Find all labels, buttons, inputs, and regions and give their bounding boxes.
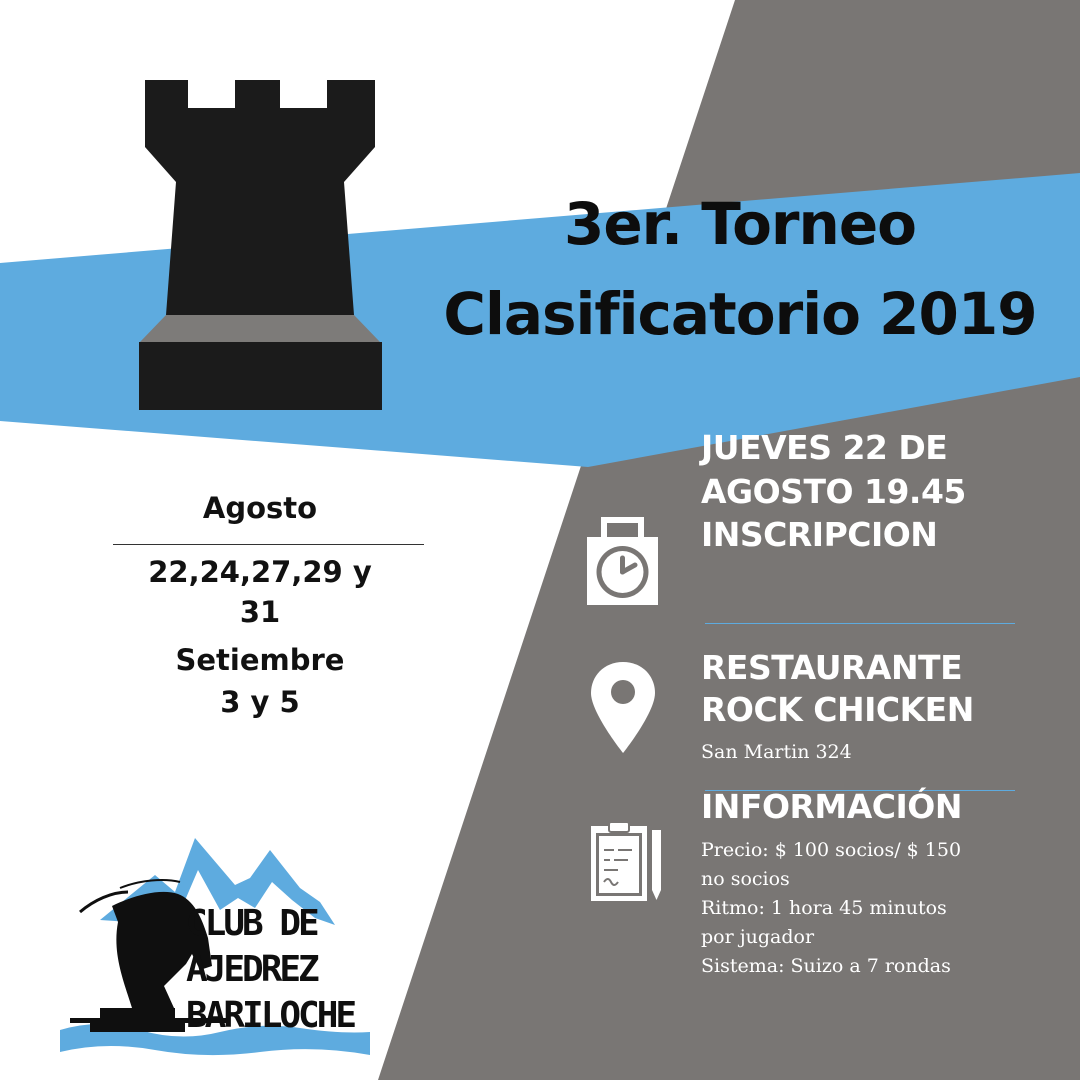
- venue-name-line-2: ROCK CHICKEN: [701, 690, 974, 729]
- clipboard-icon: [588, 820, 668, 905]
- dates-agosto-days-line-1: 22,24,27,29 y: [148, 555, 372, 589]
- event-date-line-1: JUEVES 22 DE: [701, 428, 948, 467]
- separator-line-1: [705, 623, 1015, 624]
- title-line-1: 3er. Torneo: [563, 190, 917, 258]
- dates-setiembre-label: Setiembre: [175, 643, 345, 677]
- venue-address: San Martin 324: [701, 741, 852, 763]
- venue-name-line-1: RESTAURANTE: [701, 648, 963, 687]
- title-line-2: Clasificatorio 2019: [443, 280, 1037, 348]
- dates-agosto-days-line-2: 31: [239, 595, 281, 629]
- club-name-line-3: BARILOCHE: [186, 995, 355, 1036]
- dates-divider: [113, 544, 424, 545]
- stopwatch-icon: [585, 515, 660, 607]
- info-rhythm-line-1: Ritmo: 1 hora 45 minutos: [701, 897, 947, 919]
- dates-agosto-days: [110, 552, 410, 632]
- event-registration-label: INSCRIPCION: [701, 515, 938, 554]
- club-name-line-2: AJEDREZ: [186, 949, 317, 990]
- info-system-line: Sistema: Suizo a 7 rondas: [701, 955, 951, 977]
- dates-agosto-label: Agosto: [202, 491, 318, 525]
- info-rhythm-line-2: por jugador: [701, 926, 815, 948]
- event-date-line-2: AGOSTO 19.45: [701, 472, 966, 511]
- info-price-line-1: Precio: $ 100 socios/ $ 150: [701, 839, 962, 861]
- chess-rook-icon: [130, 70, 390, 420]
- dates-setiembre-days: 3 y 5: [220, 685, 300, 719]
- info-heading: INFORMACIÓN: [701, 787, 962, 826]
- info-price-line-2: no socios: [701, 868, 790, 890]
- club-name-line-1: CLUB DE: [186, 903, 317, 944]
- location-pin-icon: [588, 660, 658, 755]
